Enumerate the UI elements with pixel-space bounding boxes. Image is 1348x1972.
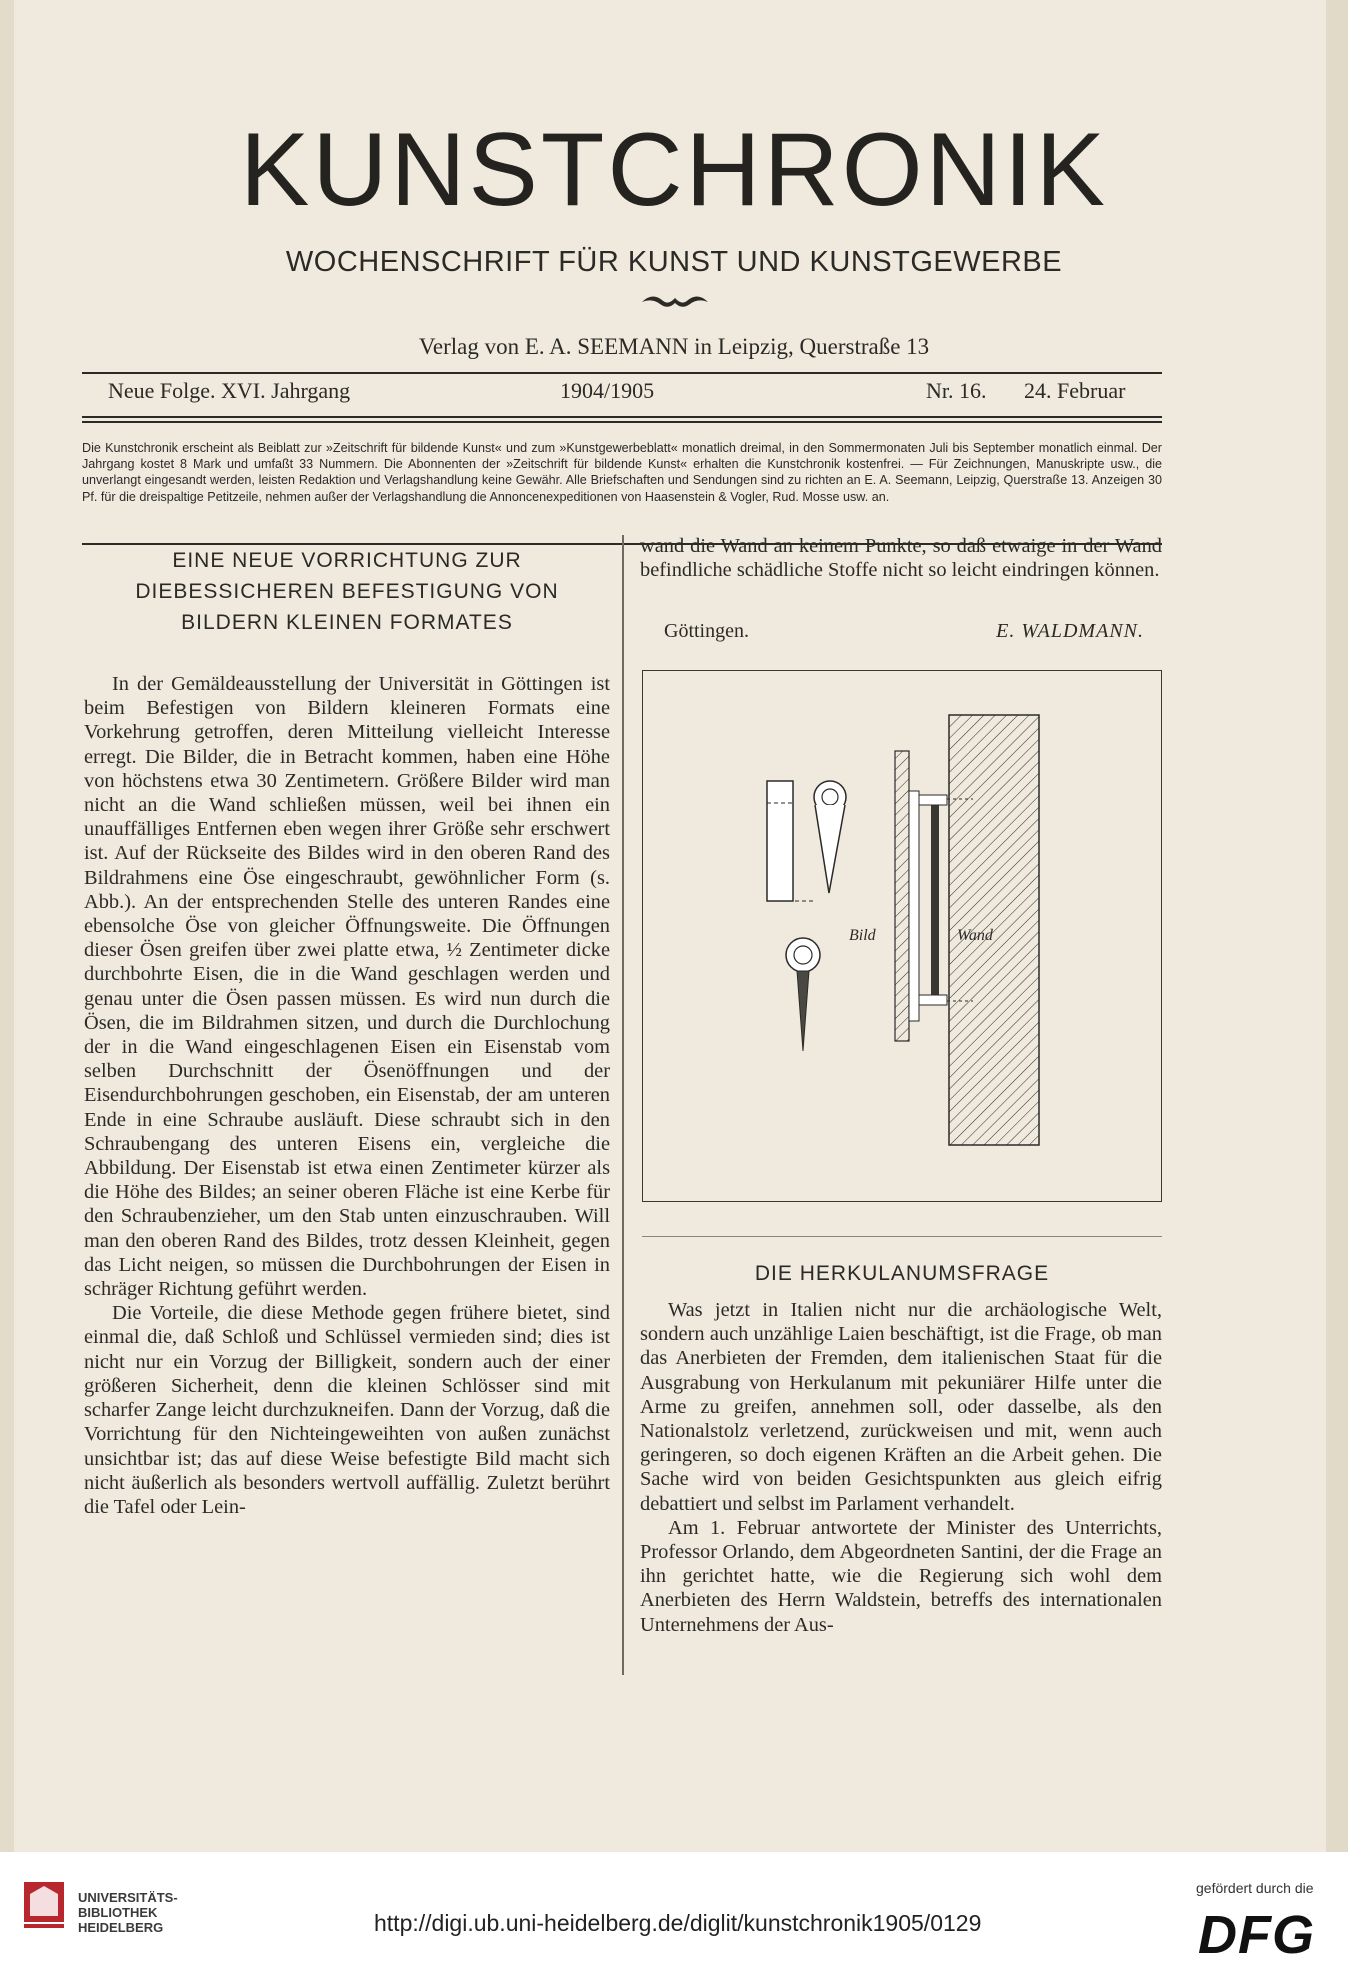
- funding-note: gefördert durch die: [1196, 1880, 1314, 1896]
- subscription-notice: Die Kunstchronik erscheint als Beiblatt zur »Zeitschrift für bildende Kunst« und zum »Kunstgewerbeblatt« monatlich dreimal, in den Sommermonaten Juli bis September monatlich einmal. Der Jahrgang kostet 8 Mark und umfaßt 33 Nummern. Die Abonnenten der »Zeitschrift für bildende Kunst« erhalten die Kunstchronik kostenfrei. — Für Zeichnungen, Manuskripte usw., die unverlangt eingesandt werden, leisten Redaktion und Verlagshandlung keine Gewähr. Alle Briefschaften und Sendungen sind zu richten an E. A. Seemann, Leipzig, Querstraße 13. Anzeigen 30 Pf. für die dreispaltige Petitzeile, nehmen außer der Verlagshandlung die Annoncenexpeditionen von Haasenstein & Vogler, Rud. Mosse usw. an.: [82, 441, 1162, 504]
- masthead-title: KUNSTCHRONIK: [239, 112, 1109, 228]
- article2-column: [640, 1298, 1162, 1637]
- masthead-subtitle: WOCHENSCHRIFT FÜR KUNST UND KUNSTGEWERBE: [285, 246, 1063, 278]
- article1-heading: EINE NEUE VORRICHTUNG ZUR DIEBESSICHEREN BEFESTIGUNG VON BILDERN KLEINEN FORMATES: [135, 549, 559, 634]
- label-wand: Wand: [957, 927, 993, 944]
- library-line-3: HEIDELBERG: [78, 1920, 164, 1935]
- column-divider: [622, 535, 624, 1675]
- issue-date: 24. Februar: [1024, 378, 1126, 403]
- ornament-icon: [640, 290, 710, 310]
- article1-paragraph-2: Die Vorteile, die diese Methode gegen frühere bietet, sind einmal die, daß Schloß und Schlüssel vermieden sind; dies ist nicht nur ein Vorzug der Billigkeit, sondern auch der einer größeren Sicherheit, denn die kleinen Schlösser sind mit scharfer Zange leicht durchzukneifen. Dann der Vorzug, daß die Vorrichtung für den Nichteingeweihten von außen zunächst unsichtbar ist; das auf diese Weise befestigte Bild macht sich nicht äußerlich als besonders wertvoll auffällig. Zuletzt berührt die Tafel oder Lein-: [84, 1302, 610, 1518]
- signature-place: Göttingen.: [664, 620, 749, 642]
- issue-years: 1904/1905: [560, 378, 655, 403]
- label-bild: Bild: [849, 927, 876, 944]
- permalink-link[interactable]: http://digi.ub.uni-heidelberg.de/diglit/kunstchronik1905/0129: [374, 1910, 982, 1936]
- rule-mid-2: [82, 421, 1162, 423]
- figure-mounting-diagram: [642, 670, 1162, 1202]
- article1-column-left: [84, 672, 610, 1519]
- library-line-1: UNIVERSITÄTS-: [78, 1890, 178, 1905]
- article2-paragraph-1: Was jetzt in Italien nicht nur die archäologische Welt, sondern auch unzählige Laien beschäftigt, ist die Frage, ob man das Anerbieten der Fremden, dem italienischen Staat für die Ausgrabung von Herkulanum mit pekuniärer Hilfe unter die Arme zu greifen, annehmen soll, oder dasselbe, als den Nationalstolz verletzend, zurückweisen und mit, wenn auch geringeren, so doch eigenen Kräften an die Arbeit gehen. Die Sache wird von beiden Gesichtspunkten aus gleich eifrig debattiert und selbst im Parlament verhandelt.: [640, 1299, 1162, 1515]
- article1-continuation: [640, 534, 1162, 582]
- picture-frame-section: [895, 751, 919, 1041]
- digitization-footer: [0, 1852, 1348, 1972]
- article2-paragraph-2: Am 1. Februar antwortete der Minister des Unterrichts, Professor Orlando, dem Abgeordneten Santini, der die Frage an ihn gerichtet hatte, wie die Regierung sich wohl dem Anerbieten des Herrn Waldstein, betreffs des internationalen Unternehmens der Aus-: [640, 1516, 1162, 1636]
- dfg-logo: DFG: [1198, 1905, 1315, 1965]
- article1-paragraph-1: In der Gemäldeausstellung der Universität in Göttingen ist beim Befestigen von Bildern kleineren Formats eine Vorkehrung getroffen, deren Mitteilung vielleicht Interesse erregt. Die Bilder, die in Betracht kommen, haben eine Höhe von höchstens etwa 30 Zentimetern. Größere Bilder wird man nicht an die Wand schließen müssen, weil bei ihnen ein unauffälliges Entfernen eben wegen ihrer Größe sehr erschwert ist. Auf der Rückseite des Bildes wird in den oberen Rand des Bildrahmens eine Öse eingeschraubt, gewöhnlicher Form (s. Abb.). An der entsprechenden Stelle des unteren Randes eine ebensolche Öse von gleicher Öffnungsweite. Die Öffnungen dieser Ösen greifen über zwei platte etwa, ½ Zentimeter dicke durchbohrte Eisen, die in die Wand geschlagen werden und genau unter die Ösen passen müssen. Es wird nun durch die Ösen, die im Bildrahmen sitzen, und durch die Durchlochung der in die Wand eingeschlagenen Eisen ein Eisenstab vom selben Durchschnitt der Ösenöffnungen und der Eisendurchbohrungen geschoben, ein Eisenstab, der am unteren Ende in eine Schraube ausläuft. Diese schraubt sich in den Schraubengang des unteren Eisens ein, vergleiche die Abbildung. Der Eisenstab ist etwa einen Zentimeter kürzer als die Höhe des Bildes; an seiner oberen Fläche ist eine Kerbe für den Schraubenzieher, um den Stab unten einzuschrauben. Will man den oberen Rand des Bildes, trotz dessen Kleinheit, gegen das Licht neigen, so müssen die Durchbohrungen der Eisen in schräger Richtung geführt werden.: [84, 673, 610, 1301]
- issue-number: Nr. 16.: [926, 378, 987, 403]
- article2-heading: DIE HERKULANUMSFRAGE: [754, 1262, 1050, 1285]
- rule-top: [82, 372, 1162, 374]
- signature-author: E. WALDMANN.: [996, 620, 1144, 642]
- issue-series: Neue Folge. XVI. Jahrgang: [108, 378, 351, 403]
- mounting-diagram: [643, 671, 1160, 1200]
- library-name: [78, 1890, 178, 1935]
- eyelet-side-view: [767, 781, 846, 901]
- rule-mid: [82, 416, 1162, 418]
- library-line-2: BIBLIOTHEK: [78, 1905, 158, 1920]
- article1-paragraph-3: wand die Wand an keinem Punkte, so daß etwaige in der Wand befindliche schädliche Stoffe nicht so leicht eindringen können.: [640, 535, 1162, 582]
- university-seal-icon: [20, 1880, 68, 1952]
- figure-rule: [642, 1236, 1162, 1237]
- publisher-line: Verlag von E. A. SEEMANN in Leipzig, Querstraße 13: [418, 334, 930, 359]
- eyelet-screw: [786, 938, 820, 1051]
